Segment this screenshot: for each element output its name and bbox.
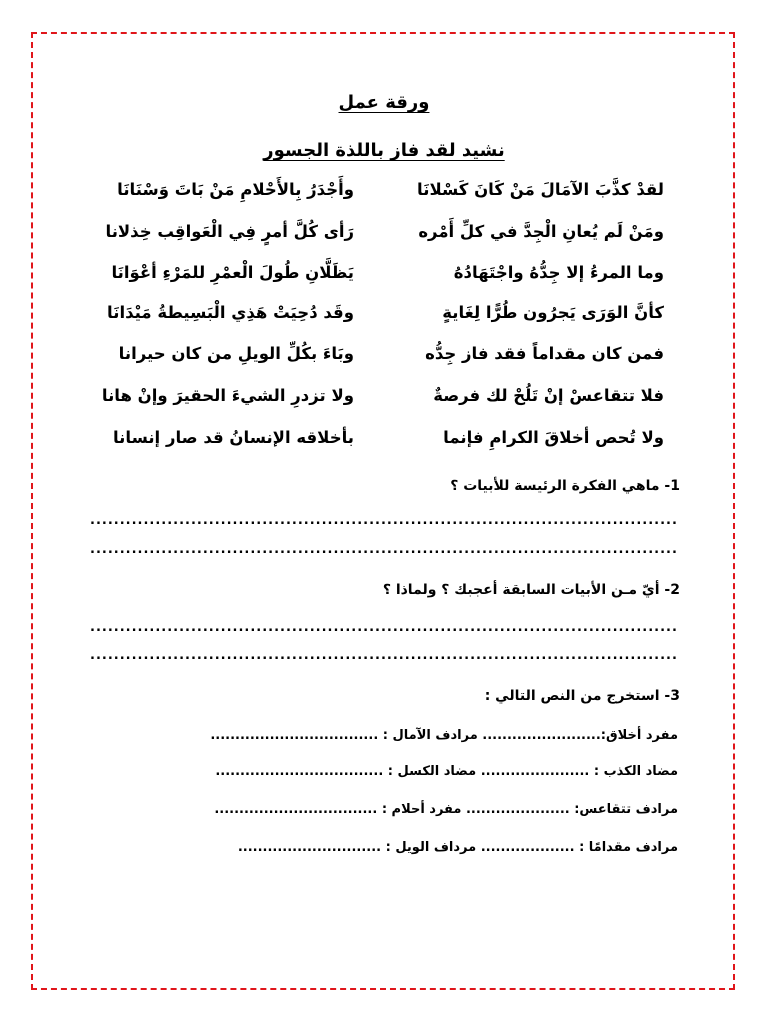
verse-2-second-hemistich: رَأى كُلَّ أمرٍ فِي الْعَواقِب خِذلانا: [105, 222, 354, 241]
verse-1-second-hemistich: وأَجْدَرُ بِالأَحْلامِ مَنْ بَاتَ وَسْنَانَا: [117, 180, 354, 199]
verse-5-second-hemistich: وبَاءَ بكُلِّ الويلِ من كان حيرانا: [118, 344, 354, 363]
verse-4-second-hemistich: وقَد دُحِيَتْ هَذِي الْبَسِيطةُ مَيْدَانَا: [107, 303, 354, 322]
extraction-row-4[interactable]: مرادف مقدامًا : ................... مرداف الويل : .............................: [237, 840, 678, 855]
question-2: 2- أيّ مـن الأبيات السابقة أعجبك ؟ ولماذا ؟: [382, 582, 680, 598]
poem-title: نشيد لقد فاز باللذة الجسور: [263, 140, 505, 161]
extraction-row-1[interactable]: مفرد أخلاق:........................ مرادف الآمال : ..................................: [210, 728, 678, 743]
verse-6-second-hemistich: ولا تزدرِ الشيءَ الحقيرَ وإنْ هانا: [101, 386, 354, 405]
question-3: 3- استخرج من النص التالي :: [484, 688, 680, 704]
verse-7-first-hemistich: ولا تُحص أخلاقَ الكرامِ فإنما: [443, 428, 664, 447]
answer-line-q2-a[interactable]: ...................................................................................................: [90, 620, 678, 635]
verse-5-first-hemistich: فمن كان مقداماً فقد فاز جِدُّه: [425, 344, 664, 363]
verse-6-first-hemistich: فلا تتقاعسْ إنْ تَلُحْ لك فرصةٌ: [433, 386, 664, 405]
verse-4-first-hemistich: كأنَّ الوَرَى يَجرُون طُرًّا لِغَايةٍ: [442, 303, 664, 322]
extraction-row-3[interactable]: مرادف تتقاعس: ..................... مفرد أحلام : .................................: [214, 802, 678, 817]
verse-2-first-hemistich: ومَنْ لَم يُعانِ الْجِدَّ في كلِّ أَمْره: [418, 222, 664, 241]
worksheet-title: ورقة عمل: [338, 92, 430, 113]
verse-3-first-hemistich: وما المرءُ إلا جِدُّهُ واجْتَهَادُهُ: [453, 263, 664, 282]
answer-line-q2-b[interactable]: ...................................................................................................: [90, 648, 678, 663]
verse-1-first-hemistich: لقدْ كذَّبَ الآمَالَ مَنْ كَانَ كَسْلانَا: [417, 180, 664, 199]
answer-line-q1-b[interactable]: ...................................................................................................: [90, 542, 678, 557]
answer-line-q1-a[interactable]: ...................................................................................................: [90, 513, 678, 528]
extraction-row-2[interactable]: مضاد الكذب : ...................... مضاد الكسل : ..................................: [215, 764, 678, 779]
verse-3-second-hemistich: يَظَلَّانِ طُولَ الْعمْرِ للمَرْءِ أعْوَانَا: [111, 263, 354, 282]
question-1: 1- ماهي الفكرة الرئيسة للأبيات ؟: [450, 478, 680, 494]
verse-7-second-hemistich: بأخلاقه الإنسانُ قد صار إنسانا: [112, 428, 354, 447]
